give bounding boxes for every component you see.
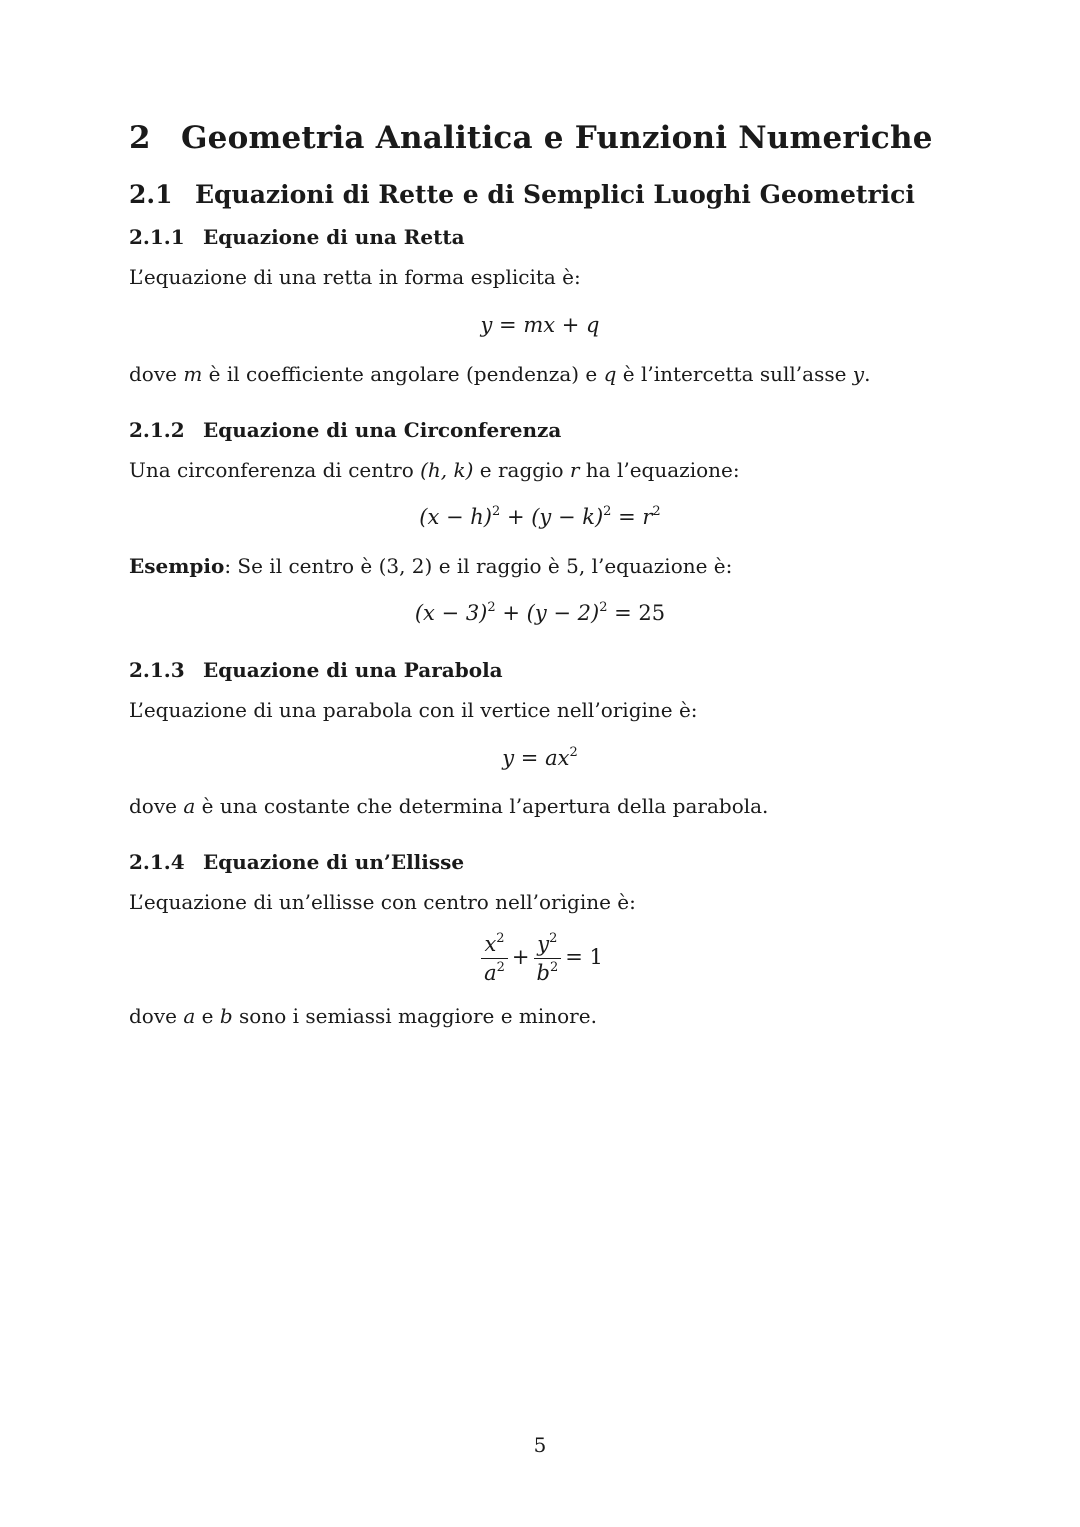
subsubsection-number: 2.1.2 [129,418,185,442]
math-term: (x − 3) [414,601,488,625]
math-term: (x − h) [419,505,492,529]
numerator [481,932,508,959]
subsection-title: Equazioni di Rette e di Semplici Luoghi Geometrici [195,180,915,209]
text-run: e raggio [473,458,570,482]
retta-equation-text: y = mx + q [480,313,600,337]
subsection-heading [129,180,915,209]
exponent: 2 [549,960,559,975]
math-var: (h, k) [420,458,474,482]
math-var: y [537,932,550,956]
subsubsection-heading-retta [129,225,465,249]
exponent: 2 [496,931,505,946]
exponent: 2 [569,745,578,760]
text-run: sono i semiassi maggiore e minore. [232,1004,597,1028]
section-title: Geometria Analitica e Funzioni Numeriche [181,120,933,156]
text-run: Una circonferenza di centro [129,458,421,482]
subsubsection-title: Equazione di una Parabola [203,658,503,682]
exponent: 2 [491,504,501,519]
math-var: b [219,1004,233,1028]
math-operator: + [495,601,527,625]
math-operator: = [611,505,643,529]
ellisse-note [129,1004,597,1028]
subsection-number: 2.1 [129,180,173,209]
text-run: è l’intercetta sull’asse [616,362,853,386]
math-var: q [603,362,617,386]
math-operator: = [607,601,639,625]
circonferenza-example-equation [0,601,1080,625]
retta-equation [0,313,1080,337]
page-number: 5 [533,1433,547,1457]
subsubsection-number: 2.1.4 [129,850,185,874]
fraction-y [534,932,562,985]
text-run: è il coefficiente angolare (pendenza) e [202,362,604,386]
exponent: 2 [549,931,558,946]
numerator [534,932,562,959]
math-var: r [569,458,580,482]
circonferenza-example [129,554,732,578]
math-operator: + [511,945,530,969]
subsubsection-heading-parabola [129,658,503,682]
math-term: (y − k) [531,505,604,529]
exponent: 2 [652,504,661,519]
math-var: x [484,932,497,956]
circonferenza-equation [0,505,1080,529]
subsubsection-heading-circonferenza [129,418,561,442]
text-run: e [195,1004,220,1028]
denominator [534,959,562,985]
example-label: Esempio [129,554,225,578]
math-var: m [183,362,203,386]
exponent: 2 [603,504,612,519]
math-term: r [642,505,653,529]
subsubsection-number: 2.1.3 [129,658,185,682]
subsubsection-title: Equazione di una Circonferenza [203,418,562,442]
section-number: 2 [129,120,151,156]
math-term: (3, 2) [378,554,433,578]
exponent: 2 [599,600,608,615]
exponent: 2 [487,600,496,615]
math-var: b [536,961,550,985]
text-run: dove [129,362,184,386]
subsubsection-title: Equazione di un’Ellisse [203,850,465,874]
math-operator: + [500,505,532,529]
math-var: y [852,362,865,386]
parabola-note [129,794,768,818]
subsubsection-heading-ellisse [129,850,464,874]
text-run: : Se il centro è [224,554,379,578]
text-run: dove [129,794,184,818]
subsubsection-title: Equazione di una Retta [203,225,465,249]
circonferenza-intro [129,458,740,482]
retta-note [129,362,870,386]
subsubsection-number: 2.1.1 [129,225,185,249]
math-term: y = ax [502,746,570,770]
ellisse-equation [0,932,1080,985]
text-run: . [864,362,871,386]
math-term: 25 [638,601,666,625]
parabola-intro: L’equazione di una parabola con il vertice nell’origine è: [129,698,698,722]
fraction-x [481,932,508,985]
exponent: 2 [496,960,505,975]
math-var: a [183,1004,196,1028]
math-operator: = 1 [565,945,603,969]
text-run: e il raggio è 5, l’equazione è: [432,554,733,578]
retta-intro: L’equazione di una retta in forma esplicita è: [129,265,581,289]
text-run: è una costante che determina l’apertura della parabola. [195,794,769,818]
parabola-equation [0,746,1080,770]
math-var: a [183,794,196,818]
ellisse-intro: L’equazione di un’ellisse con centro nell’origine è: [129,890,636,914]
section-heading [129,120,933,156]
math-term: (y − 2) [526,601,600,625]
denominator [481,959,508,985]
text-run: dove [129,1004,184,1028]
text-run: ha l’equazione: [579,458,740,482]
math-var: a [484,961,497,985]
